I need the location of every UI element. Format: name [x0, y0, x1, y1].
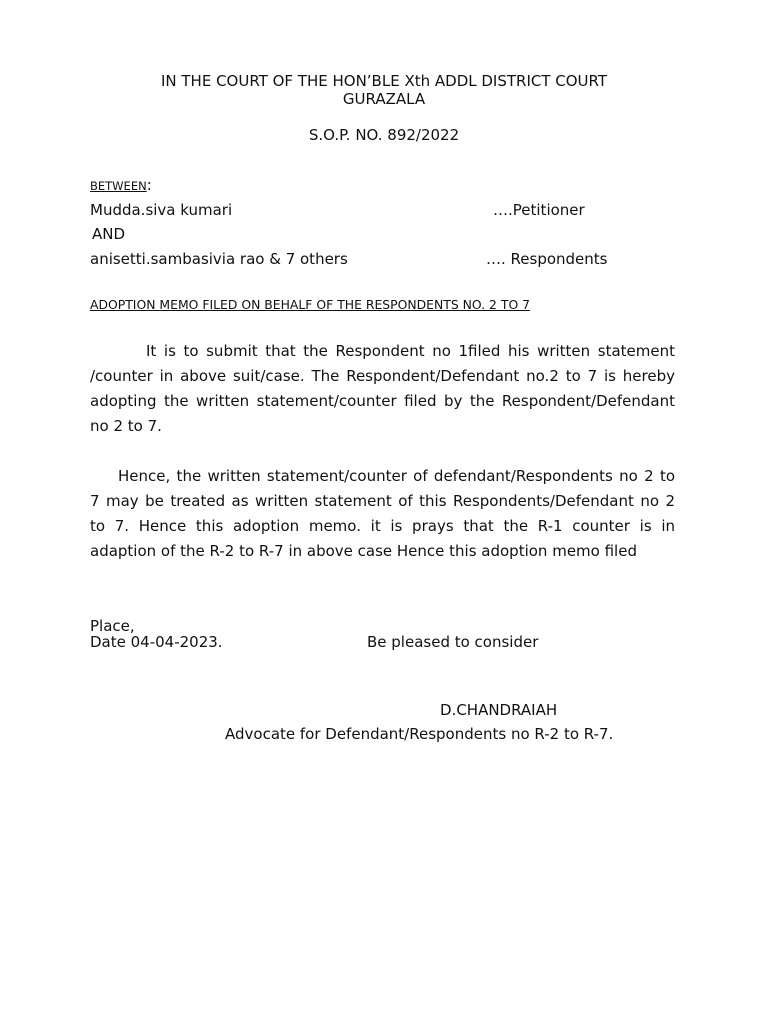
respondent-name: anisetti.sambasivia rao & 7 others: [90, 250, 348, 268]
court-title-line2: GURAZALA: [342, 90, 426, 108]
advocate-role: Advocate for Defendant/Respondents no R-2 to R-7.: [225, 725, 614, 743]
body-paragraph-1: It is to submit that the Respondent no 1filed his written statement /counter in above suit/case. The Respondent/Defendant no.2 to 7 is hereby adopting the written statement/counter filed by the Respondent/Defendant no 2 to 7.: [90, 342, 675, 435]
between-colon: :: [146, 176, 152, 194]
case-number: S.O.P. NO. 892/2022: [308, 126, 460, 144]
consider-text: Be pleased to consider: [367, 633, 539, 651]
date-label: Date 04-04-2023.: [90, 633, 223, 651]
court-title-line1: IN THE COURT OF THE HON’BLE Xth ADDL DISTRICT COURT: [160, 72, 608, 90]
between-heading: [90, 176, 152, 194]
between-label: BETWEEN: [90, 179, 147, 193]
respondent-role: …. Respondents: [486, 250, 608, 268]
petitioner-name: Mudda.siva kumari: [90, 201, 233, 219]
place-label: Place,: [90, 617, 135, 635]
petitioner-role: ….Petitioner: [493, 201, 585, 219]
body-paragraph-2: Hence, the written statement/counter of defendant/Respondents no 2 to 7 may be treated as written statement of this Respondents/Defendant no 2 to 7. Hence this adoption memo. it is prays that the R-1 counter is in adaption of the R-2 to R-7 in above case Hence this adoption memo filed: [90, 467, 675, 560]
memo-title: ADOPTION MEMO FILED ON BEHALF OF THE RESPONDENTS NO. 2 TO 7: [90, 297, 531, 312]
advocate-name: D.CHANDRAIAH: [440, 701, 558, 719]
and-label: AND: [92, 225, 126, 243]
